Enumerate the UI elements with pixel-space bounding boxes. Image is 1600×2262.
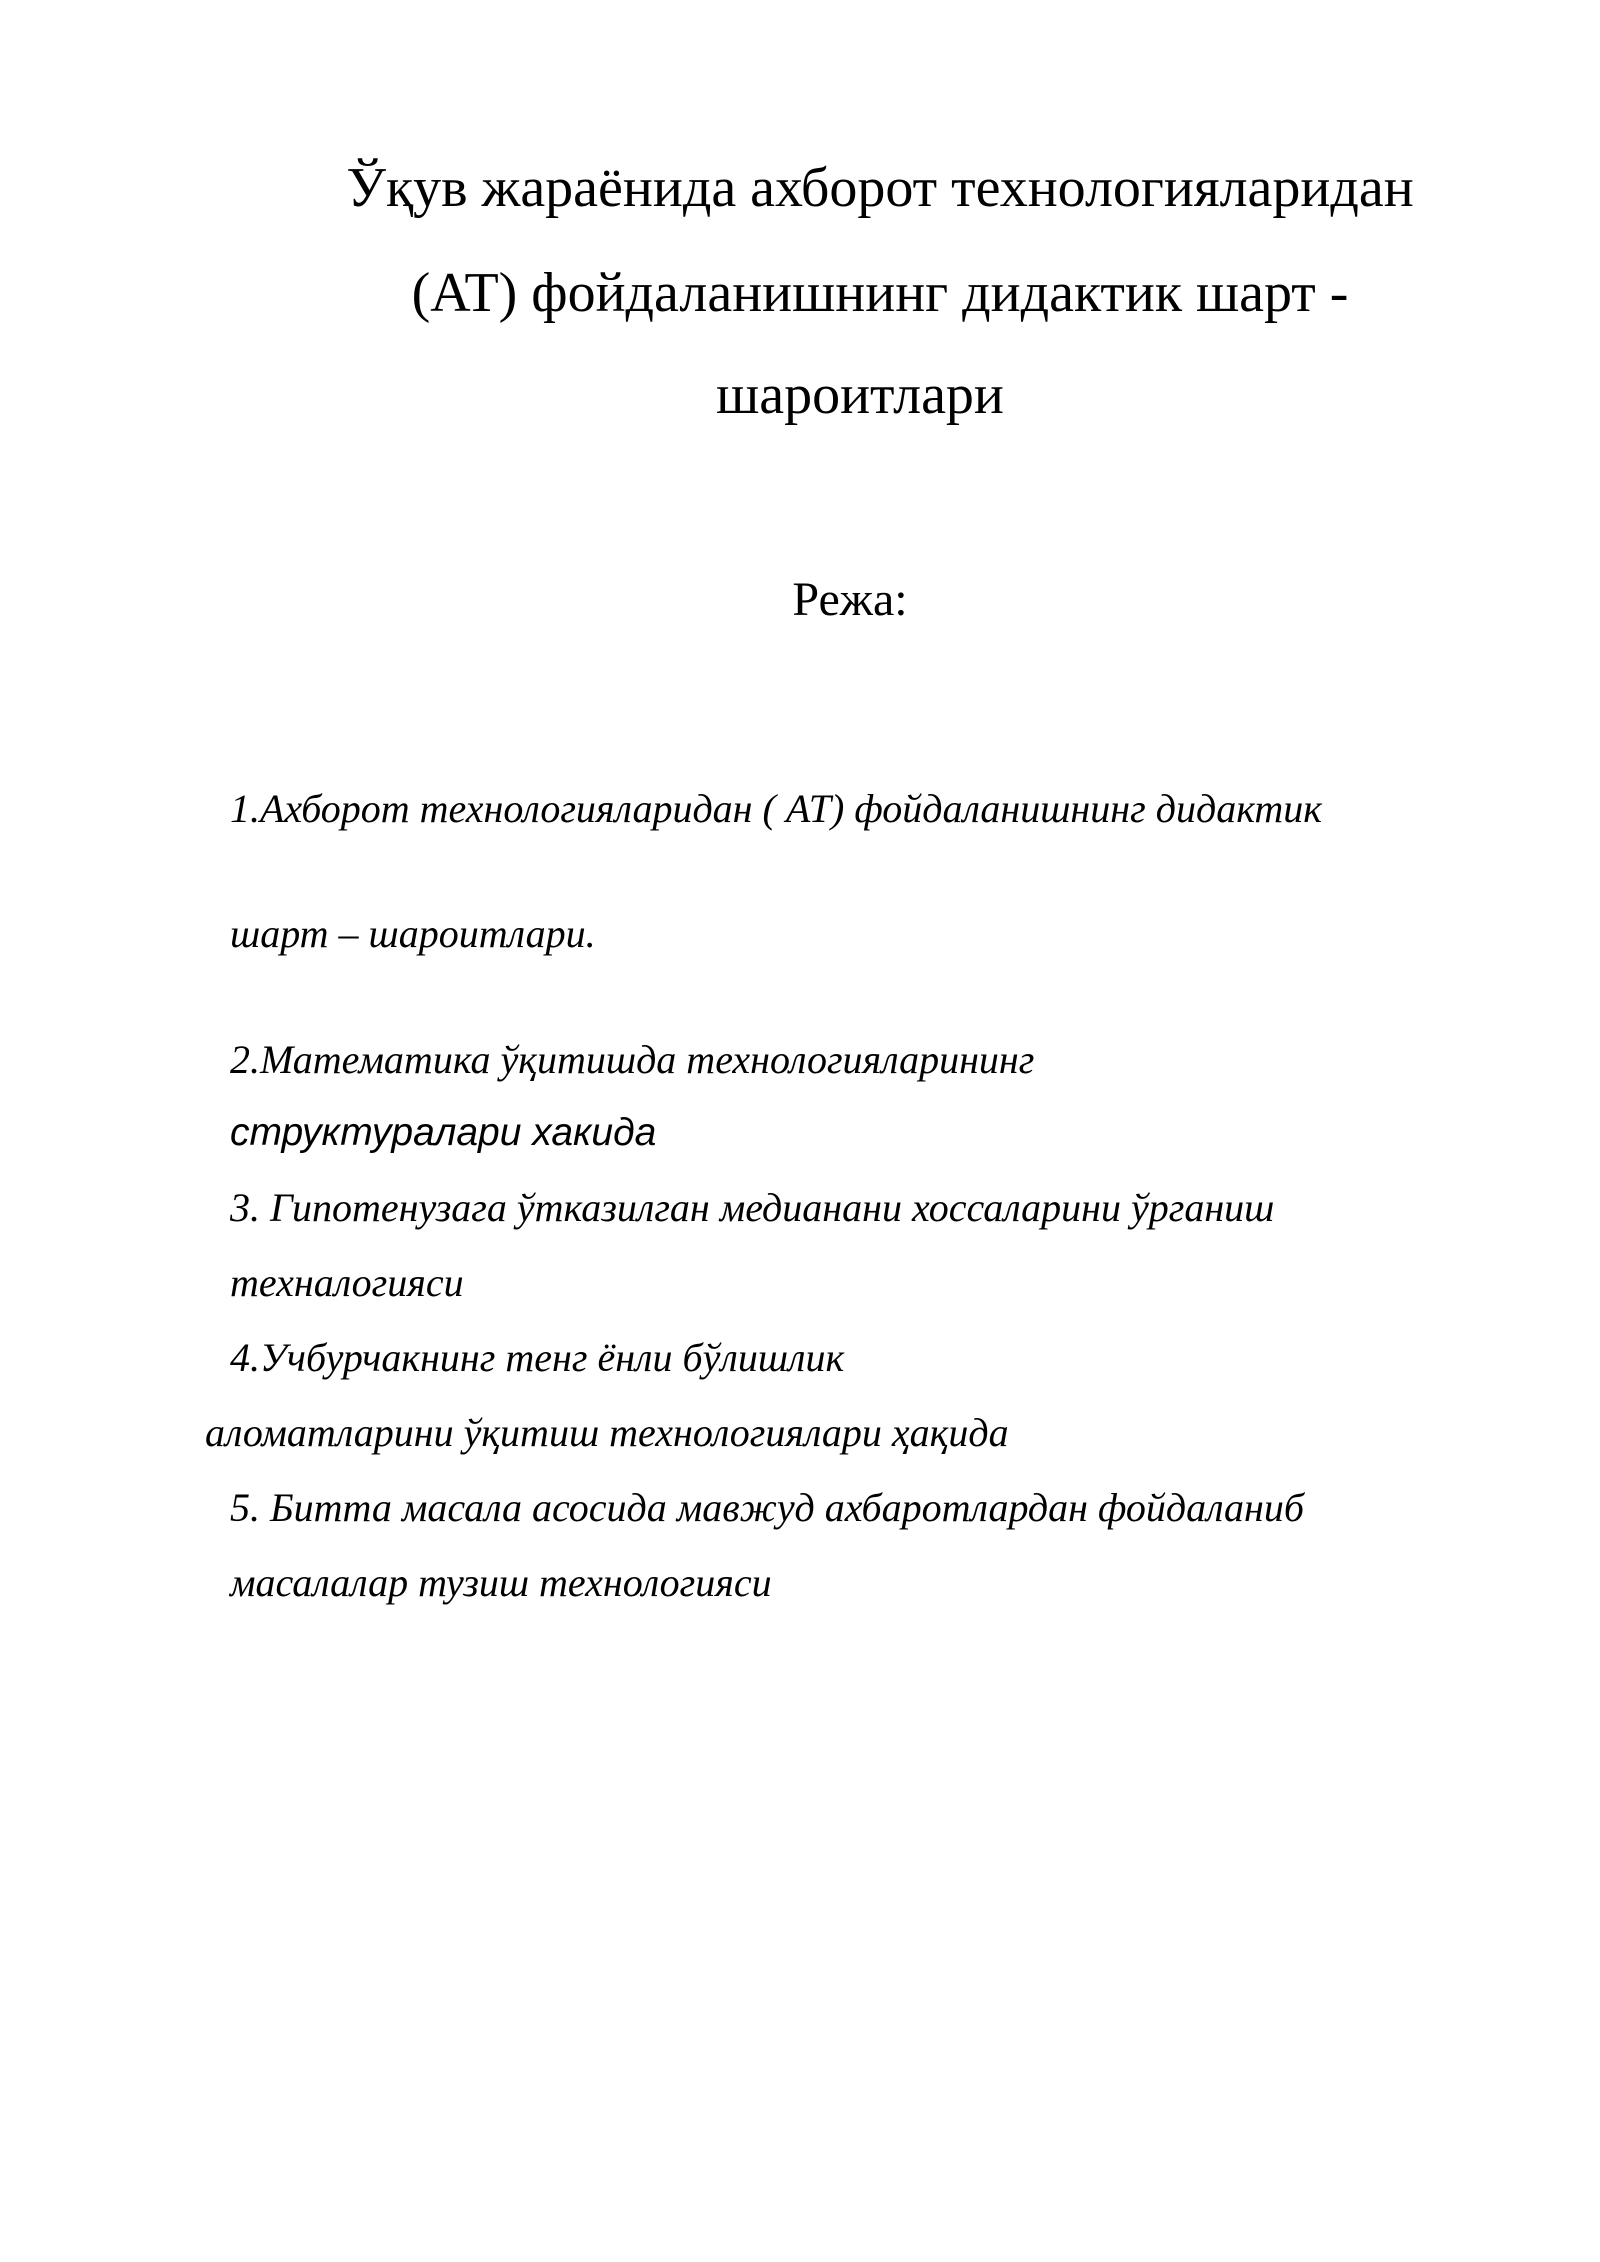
plan-line-1: 1.Ахборот технологияларидан ( AT) фойдаланишнинг дидактик <box>230 786 1322 831</box>
plan-line-3: 2.Математика ўқитишда технологияларининг <box>230 1037 1035 1082</box>
document-title-line-2: (AT) фойдаланишнинг дидактик шарт - <box>411 262 1349 324</box>
plan-line-7: 4.Учбурчакнинг тенг ёнли бўлишлик <box>230 1335 845 1380</box>
plan-line-9: 5. Битта масала асосида мавжуд ахбаротлардан фойдаланиб <box>230 1485 1304 1530</box>
plan-line-8: аломатларини ўқитиш технологиялари ҳақида <box>205 1410 1009 1455</box>
plan-line-2: шарт – шароитлари. <box>230 911 596 956</box>
plan-line-4: структуралари хакида <box>230 1111 657 1154</box>
plan-line-6: техналогияси <box>230 1260 464 1305</box>
plan-line-5: 3. Гипотенузага ўтказилган медианани хоссаларини ўрганиш <box>230 1185 1275 1230</box>
plan-heading: Режа: <box>792 573 908 626</box>
document-title-line-1: Ўқув жараёнида ахборот технологияларидан <box>346 157 1414 219</box>
document-title-line-3: шароитлари <box>716 364 1004 426</box>
plan-line-10: масалалар тузиш технологияси <box>230 1560 772 1605</box>
